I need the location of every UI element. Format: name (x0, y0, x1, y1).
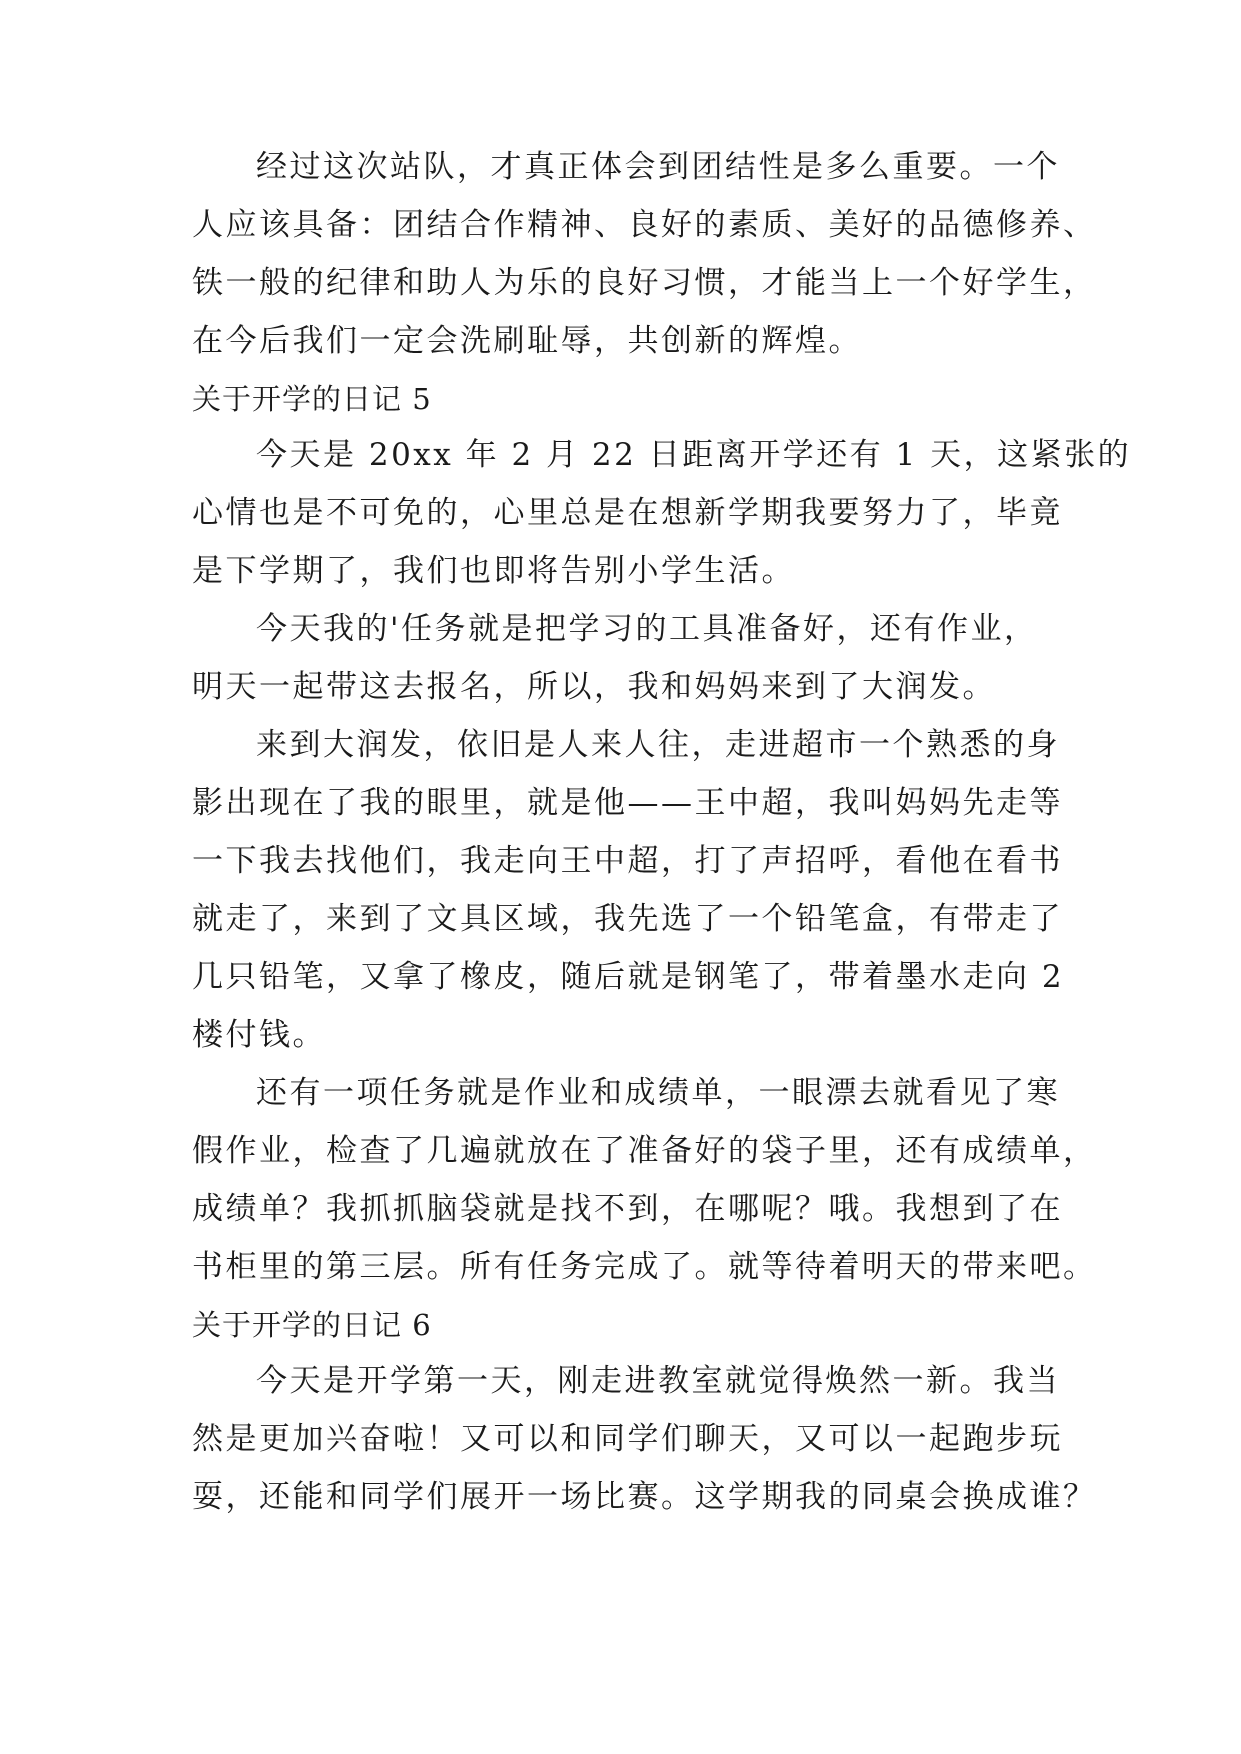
paragraph-line: 一下我去找他们，我走向王中超，打了声招呼，看他在看书 (192, 843, 1063, 879)
paragraph-line: 楼付钱。 (192, 1017, 326, 1053)
paragraph-line: 今天我的'任务就是把学习的工具准备好，还有作业， (256, 611, 1038, 647)
paragraph-line: 在今后我们一定会洗刷耻辱，共创新的辉煌。 (192, 323, 862, 359)
paragraph-line: 然是更加兴奋啦！又可以和同学们聊天，又可以一起跑步玩 (192, 1421, 1063, 1457)
paragraph-line: 耍，还能和同学们展开一场比赛。这学期我的同桌会换成谁？ (192, 1479, 1097, 1515)
paragraph-line: 今天是 20xx 年 2 月 22 日距离开学还有 1 天，这紧张的 (256, 437, 1132, 473)
section-heading: 关于开学的日记 6 (192, 1308, 432, 1342)
paragraph-line: 还有一项任务就是作业和成绩单，一眼漂去就看见了寒 (256, 1075, 1060, 1111)
paragraph-line: 是下学期了，我们也即将告别小学生活。 (192, 553, 795, 589)
paragraph-line: 今天是开学第一天，刚走进教室就觉得焕然一新。我当 (256, 1363, 1060, 1399)
paragraph-line: 铁一般的纪律和助人为乐的良好习惯，才能当上一个好学生， (192, 265, 1097, 301)
paragraph-line: 成绩单？我抓抓脑袋就是找不到，在哪呢？哦。我想到了在 (192, 1191, 1063, 1227)
paragraph-line: 经过这次站队，才真正体会到团结性是多么重要。一个 (256, 149, 1060, 185)
paragraph-line: 来到大润发，依旧是人来人往，走进超市一个熟悉的身 (256, 727, 1060, 763)
paragraph-line: 就走了，来到了文具区域，我先选了一个铅笔盒，有带走了 (192, 901, 1063, 937)
section-heading: 关于开学的日记 5 (192, 382, 432, 416)
paragraph-line: 明天一起带这去报名，所以，我和妈妈来到了大润发。 (192, 669, 996, 705)
paragraph-line: 心情也是不可免的，心里总是在想新学期我要努力了，毕竟 (192, 495, 1063, 531)
paragraph-line: 书柜里的第三层。所有任务完成了。就等待着明天的带来吧。 (192, 1249, 1097, 1285)
paragraph-line: 影出现在了我的眼里，就是他——王中超，我叫妈妈先走等 (192, 785, 1063, 821)
paragraph-line: 人应该具备：团结合作精神、良好的素质、美好的品德修养、 (192, 207, 1097, 243)
paragraph-line: 几只铅笔，又拿了橡皮，随后就是钢笔了，带着墨水走向 2 (192, 959, 1065, 995)
paragraph-line: 假作业，检查了几遍就放在了准备好的袋子里，还有成绩单， (192, 1133, 1097, 1169)
